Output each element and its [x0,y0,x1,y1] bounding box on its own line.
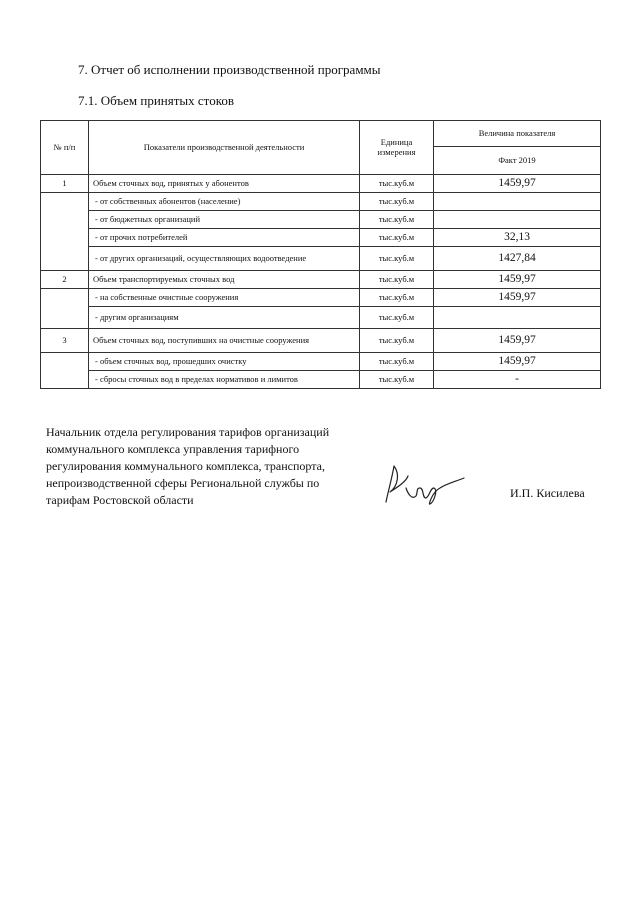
row-num-group3 [41,353,89,389]
row-unit: тыс.куб.м [360,193,434,211]
handwritten-signature [380,458,470,508]
header-unit-line1: Единица [380,137,413,148]
header-unit [360,121,434,175]
report-table [40,120,601,389]
row-value: 1459,97 [434,329,601,353]
header-value-sub: Факт 2019 [434,147,601,175]
row-value: 1459,97 [434,353,601,371]
row-value: 32,13 [434,229,601,247]
row-unit: тыс.куб.м [360,175,434,193]
table-row [41,307,601,329]
row-name: - от бюджетных организаций [89,211,360,229]
header-value-group: Величина показателя [434,121,601,147]
row-name: - от собственных абонентов (население) [89,193,360,211]
table-row [41,247,601,271]
header-unit-line2: измерения [377,146,416,157]
signer-name: И.П. Кисилева [510,486,585,500]
row-num-group1 [41,193,89,271]
row-unit: тыс.куб.м [360,329,434,353]
table-row [41,271,601,289]
row-unit: тыс.куб.м [360,353,434,371]
header-num: № п/п [41,121,89,175]
row-num: 2 [41,271,89,289]
row-name: - на собственные очистные сооружения [89,289,360,307]
row-value: - [434,371,601,389]
row-unit: тыс.куб.м [360,271,434,289]
table-row [41,353,601,371]
row-value [434,307,601,329]
row-value: 1459,97 [434,289,601,307]
row-unit: тыс.куб.м [360,289,434,307]
row-unit: тыс.куб.м [360,307,434,329]
row-value: 1459,97 [434,175,601,193]
row-unit: тыс.куб.м [360,229,434,247]
row-name: Объем сточных вод, поступивших на очистные сооружения [89,329,360,353]
row-unit: тыс.куб.м [360,247,434,271]
header-indicator: Показатели производственной деятельности [89,121,360,175]
row-value: 1427,84 [434,247,601,271]
subsection-heading: 7.1. Объем принятых стоков [78,93,234,108]
position-line: регулирования коммунального комплекса, транспорта, [46,459,325,473]
position-line: коммунального комплекса управления тарифного [46,442,300,456]
row-name: - объем сточных вод, прошедших очистку [89,353,360,371]
table-row [41,229,601,247]
row-unit: тыс.куб.м [360,371,434,389]
row-name: - другим организациям [89,307,360,329]
position-line: непроизводственной сферы Региональной службы по [46,476,320,490]
table-row [41,371,601,389]
table-row [41,175,601,193]
row-num-group2 [41,289,89,329]
row-value [434,211,601,229]
row-value: 1459,97 [434,271,601,289]
row-num: 3 [41,329,89,353]
row-num: 1 [41,175,89,193]
row-name: Объем сточных вод, принятых у абонентов [89,175,360,193]
row-name: - от других организаций, осуществляющих водоотведение [89,247,360,271]
signer-position [46,424,366,509]
table-row [41,329,601,353]
row-value [434,193,601,211]
section-heading: 7. Отчет об исполнении производственной программы [78,62,381,77]
table-row [41,289,601,307]
row-name: - от прочих потребителей [89,229,360,247]
row-name: Объем транспортируемых сточных вод [89,271,360,289]
table-row [41,211,601,229]
row-unit: тыс.куб.м [360,211,434,229]
table-row [41,193,601,211]
position-line: Начальник отдела регулирования тарифов организаций [46,425,330,439]
position-line: тарифам Ростовской области [46,493,194,507]
row-name: - сбросы сточных вод в пределах нормативов и лимитов [89,371,360,389]
